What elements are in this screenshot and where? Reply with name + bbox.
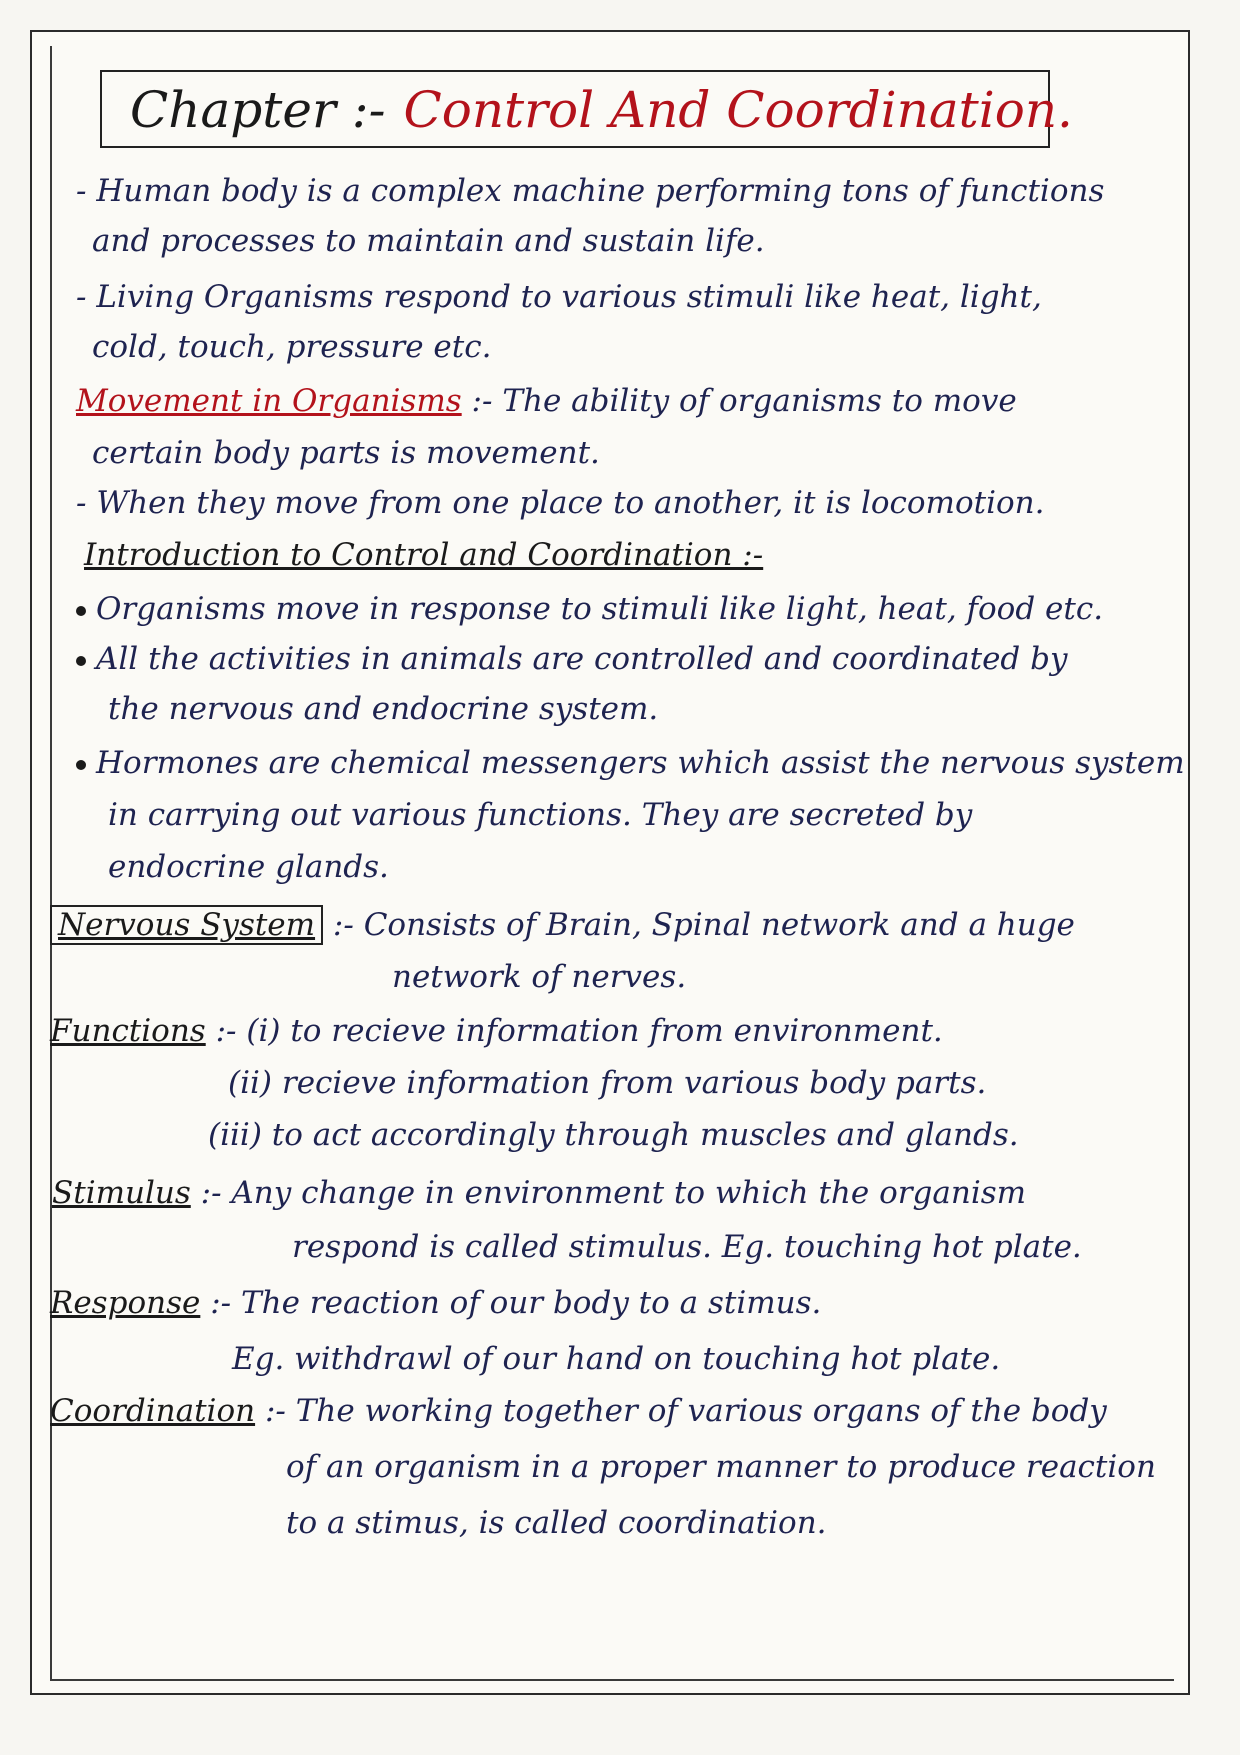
- note-text: Any change in environment to which the organism: [231, 1175, 1027, 1211]
- nervous-system-line: [50, 908, 1075, 942]
- note-line: endocrine glands.: [108, 849, 389, 885]
- movement-line: [76, 384, 1017, 418]
- notebook-page: [30, 30, 1190, 1695]
- note-line: in carrying out various functions. They are secreted by: [108, 797, 973, 833]
- bullet-line: [76, 746, 1185, 780]
- functions-line: [50, 1014, 943, 1048]
- note-line: - When they move from one place to another, it is locomotion.: [76, 485, 1045, 521]
- bullet-icon: [76, 760, 86, 770]
- heading-separator: :-: [264, 1393, 286, 1429]
- bullet-line: [76, 592, 1103, 626]
- chapter-label: Chapter :-: [130, 81, 386, 139]
- note-line: - Living Organisms respond to various stimuli like heat, light,: [76, 279, 1042, 315]
- heading-separator: :-: [200, 1175, 222, 1211]
- note-text: Hormones are chemical messengers which assist the nervous system: [96, 745, 1185, 781]
- bullet-icon: [76, 606, 86, 616]
- margin-line: [50, 46, 52, 1681]
- note-line: of an organism in a proper manner to produce reaction: [286, 1449, 1156, 1485]
- intro-heading: Introduction to Control and Coordination :-: [84, 537, 764, 573]
- note-line: - Human body is a complex machine performing tons of functions: [76, 173, 1105, 209]
- note-line: Eg. withdrawl of our hand on touching hot plate.: [232, 1341, 1001, 1377]
- note-line: cold, touch, pressure etc.: [92, 329, 492, 365]
- chapter-title-box: [100, 70, 1073, 148]
- note-line: network of nerves.: [392, 959, 687, 995]
- heading-separator: :-: [471, 383, 493, 419]
- bottom-line: [50, 1679, 1174, 1681]
- note-text: Organisms move in response to stimuli like light, heat, food etc.: [96, 591, 1104, 627]
- intro-heading-line: [84, 538, 763, 572]
- note-text: The working together of various organs of the body: [295, 1393, 1107, 1429]
- note-line: the nervous and endocrine system.: [108, 691, 659, 727]
- heading-separator: :-: [332, 907, 354, 943]
- note-text: All the activities in animals are controlled and coordinated by: [96, 641, 1068, 677]
- note-text: (i) to recieve information from environment.: [246, 1013, 943, 1049]
- response-line: [50, 1286, 821, 1320]
- coordination-heading: Coordination: [50, 1393, 256, 1429]
- note-text: The ability of organisms to move: [502, 383, 1017, 419]
- movement-heading: Movement in Organisms: [76, 383, 462, 419]
- note-line: to a stimus, is called coordination.: [286, 1505, 827, 1541]
- nervous-system-heading: Nervous System: [50, 905, 323, 945]
- heading-separator: :-: [210, 1285, 232, 1321]
- coordination-line: [50, 1394, 1107, 1428]
- note-line: and processes to maintain and sustain life.: [92, 223, 765, 259]
- note-line: respond is called stimulus. Eg. touching hot plate.: [292, 1229, 1082, 1265]
- note-text: Consists of Brain, Spinal network and a huge: [363, 907, 1075, 943]
- note-line: certain body parts is movement.: [92, 435, 600, 471]
- note-line: (ii) recieve information from various body parts.: [228, 1065, 987, 1101]
- chapter-name: Control And Coordination.: [403, 81, 1073, 139]
- heading-separator: :-: [215, 1013, 237, 1049]
- note-text: The reaction of our body to a stimus.: [240, 1285, 822, 1321]
- note-line: (iii) to act accordingly through muscles and glands.: [208, 1117, 1019, 1153]
- response-heading: Response: [50, 1285, 201, 1321]
- stimulus-heading: Stimulus: [52, 1175, 191, 1211]
- functions-heading: Functions: [50, 1013, 206, 1049]
- bullet-icon: [76, 656, 86, 666]
- stimulus-line: [52, 1176, 1026, 1210]
- bullet-line: [76, 642, 1068, 676]
